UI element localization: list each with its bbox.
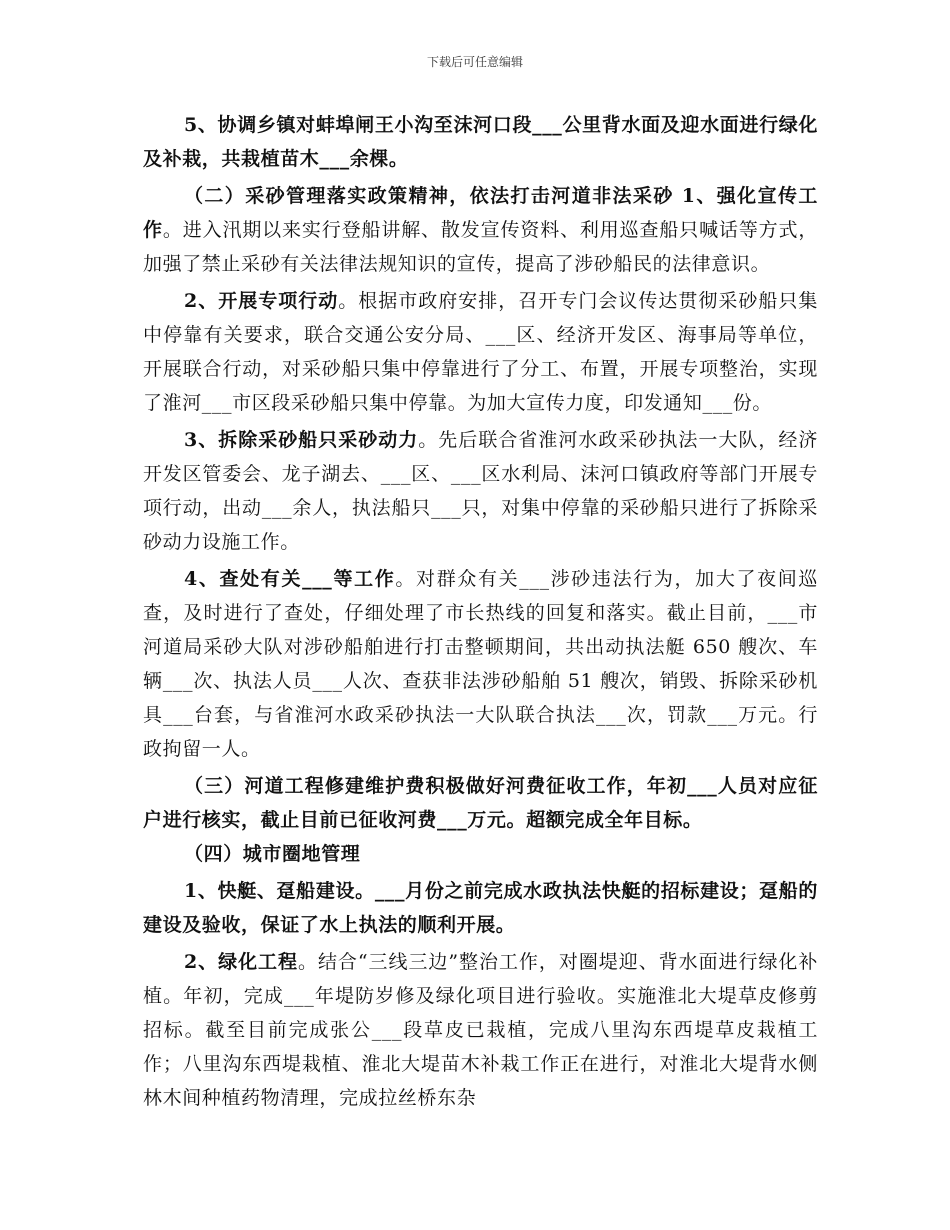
paragraph-4-lead: 3、拆除采砂船只采砂动力 — [184, 429, 419, 451]
paragraph-8-lead: 1、快艇、趸船建设。___月份之前完成水政执法快艇的招标建设；趸船的建设及验收，保证了水上执法的顺利开展。 — [143, 880, 818, 936]
paragraph-6 — [143, 769, 818, 837]
document-body — [143, 108, 818, 1115]
paragraph-9-text: 。结合“三线三边”整治工作，对圈堤迎、背水面进行绿化补植。年初，完成___年堤防岁修及绿化项目进行验收。实施淮北大堤草皮修剪招标。截至目前完成张公___段草皮已栽植，完成八里沟东西堤草皮栽植工作；八里沟东西堤栽植、淮北大堤苗木补栽工作正在进行，对淮北大堤背水侧林木间种植药物清理，完成拉丝桥东杂 — [143, 951, 818, 1109]
paragraph-5-lead: 4、查处有关___等工作 — [184, 568, 396, 590]
paragraph-2 — [143, 179, 818, 281]
paragraph-2-lead: （二）采砂管理落实政策精神，依法打击河道非法采砂 1、强化宣传工作 — [143, 185, 818, 241]
page-header: 下载后可任意编辑 — [426, 55, 523, 69]
paragraph-7-lead: （四）城市圈地管理 — [184, 843, 361, 865]
paragraph-3-lead: 2、开展专项行动 — [184, 290, 339, 312]
paragraph-3 — [143, 284, 818, 420]
paragraph-9-lead: 2、绿化工程 — [184, 951, 298, 973]
paragraph-5-text: 。对群众有关___涉砂违法行为，加大了夜间巡查，及时进行了查处，仔细处理了市长热线的回复和落实。截止目前，___市河道局采砂大队对涉砂船舶进行打击整顿期间，共出动执法艇 650 艘次、车辆___次、执法人员___人次、查获非法涉砂船舶 51 艘次，销毁、拆除采砂机具___台套，与省淮河水政采砂执法一大队联合执法___次，罚款___万元。行政拘留一人。 — [143, 568, 819, 760]
paragraph-4 — [143, 423, 818, 559]
paragraph-1-lead: 5、协调乡镇对蚌埠闸王小沟至沫河口段___公里背水面及迎水面进行绿化及补栽，共栽植苗木___余棵。 — [143, 114, 818, 170]
paragraph-5 — [143, 562, 818, 766]
paragraph-2-text: 。进入汛期以来实行登船讲解、散发宣传资料、利用巡查船只喊话等方式，加强了禁止采砂有关法律法规知识的宣传，提高了涉砂船民的法律意识。 — [143, 219, 818, 275]
paragraph-3-text: 。根据市政府安排，召开专门会议传达贯彻采砂船只集中停靠有关要求，联合交通公安分局、___区、经济开发区、海事局等单位，开展联合行动，对采砂船只集中停靠进行了分工、布置，开展专项整治，实现了淮河___市区段采砂船只集中停靠。为加大宣传力度，印发通知___份。 — [143, 290, 818, 414]
paragraph-6-lead: （三）河道工程修建维护费积极做好河费征收工作，年初___人员对应征户进行核实，截止目前已征收河费___万元。超额完成全年目标。 — [143, 775, 818, 831]
paragraph-7 — [143, 837, 818, 871]
paragraph-9 — [143, 945, 818, 1115]
paragraph-1 — [143, 108, 818, 176]
paragraph-8 — [143, 874, 818, 942]
paragraph-4-text: 。先后联合省淮河水政采砂执法一大队，经济开发区管委会、龙子湖去、___区、___区水利局、沫河口镇政府等部门开展专项行动，出动___余人，执法船只___只，对集中停靠的采砂船只进行了拆除采砂动力设施工作。 — [143, 429, 818, 553]
